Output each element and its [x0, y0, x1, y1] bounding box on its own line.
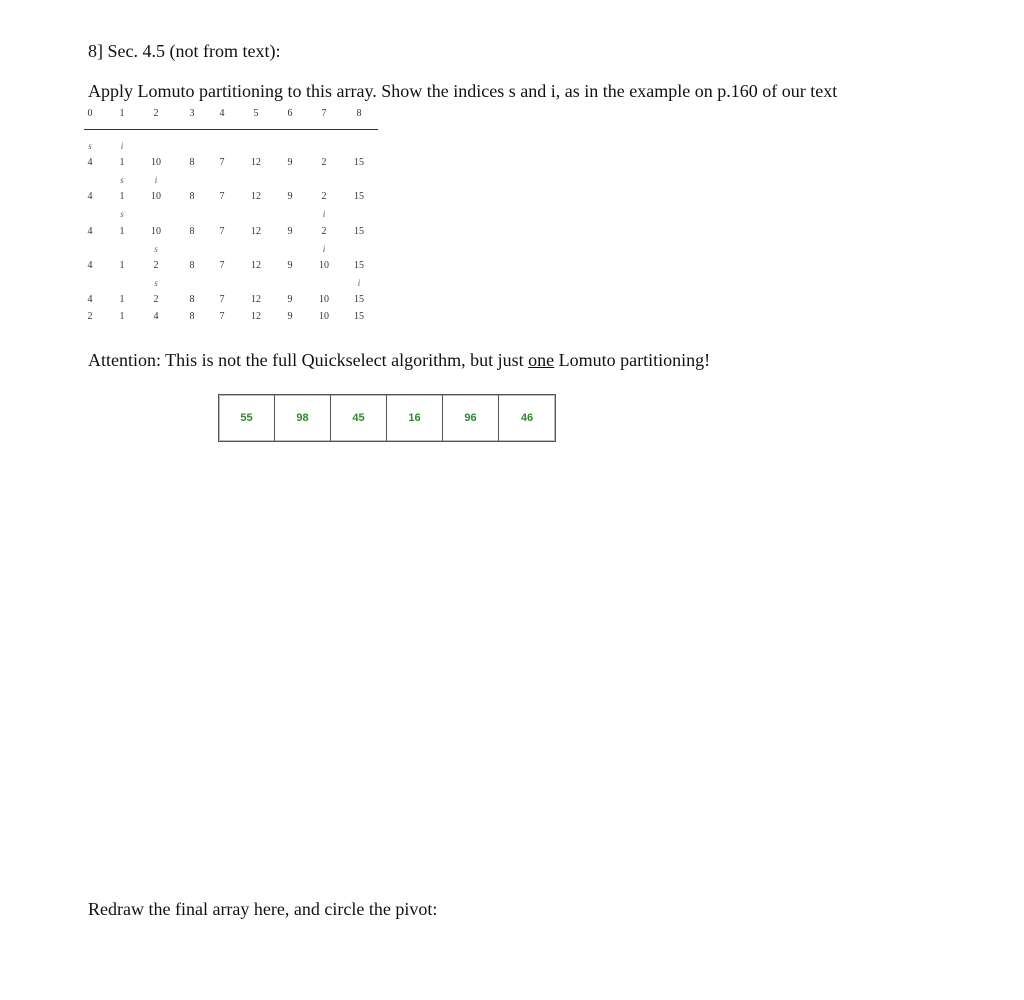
- example-cell: s: [120, 175, 124, 185]
- example-cell: 2: [321, 226, 327, 237]
- example-cell: 9: [287, 311, 293, 322]
- example-cell: 8: [189, 191, 195, 202]
- example-cell: 9: [287, 226, 293, 237]
- example-cell: 7: [219, 311, 225, 322]
- example-cell: 10: [151, 226, 161, 237]
- example-cell: 2: [153, 260, 159, 271]
- example-header-cell: 0: [87, 108, 93, 119]
- header-rule: [84, 129, 378, 130]
- example-cell: i: [322, 244, 326, 254]
- attention-emphasis: one: [528, 350, 555, 370]
- example-cell: 4: [153, 311, 159, 322]
- example-cell: 12: [251, 294, 261, 305]
- example-cell: s: [88, 141, 92, 151]
- example-cell: 9: [287, 157, 293, 168]
- example-header-cell: 3: [189, 108, 195, 119]
- example-cell: 1: [119, 260, 125, 271]
- example-cell: 10: [319, 294, 329, 305]
- array-cell: 55: [219, 395, 275, 441]
- example-cell: 4: [87, 260, 93, 271]
- example-cell: 1: [119, 226, 125, 237]
- example-cell: 15: [354, 260, 364, 271]
- example-cell: 2: [321, 157, 327, 168]
- example-cell: 7: [219, 226, 225, 237]
- example-header-cell: 1: [119, 108, 125, 119]
- example-header-cell: 4: [219, 108, 225, 119]
- example-header-cell: 2: [153, 108, 159, 119]
- array-cell: 96: [443, 395, 499, 441]
- array-cell: 45: [331, 395, 387, 441]
- example-cell: 12: [251, 311, 261, 322]
- example-cell: 4: [87, 157, 93, 168]
- attention-text-after: Lomuto partitioning!: [554, 350, 711, 370]
- example-cell: s: [154, 244, 158, 254]
- instruction-text: Apply Lomuto partitioning to this array. Show the indices s and i, as in the example on p.160 of our text: [88, 81, 838, 101]
- example-cell: 15: [354, 191, 364, 202]
- question-heading: 8] Sec. 4.5 (not from text):: [88, 41, 281, 61]
- array-cell: 46: [520, 412, 534, 424]
- array-cell: 98: [275, 395, 331, 441]
- example-cell: 10: [151, 157, 161, 168]
- example-cell: 12: [251, 157, 261, 168]
- example-cell: 10: [319, 311, 329, 322]
- example-cell: 2: [87, 311, 93, 322]
- example-cell: 1: [119, 191, 125, 202]
- example-cell: 12: [251, 191, 261, 202]
- example-cell: 9: [287, 191, 293, 202]
- example-cell: s: [154, 278, 158, 288]
- example-cell: 8: [189, 226, 195, 237]
- example-cell: 12: [251, 226, 261, 237]
- example-header-cell: 6: [287, 108, 293, 119]
- example-cell: 7: [219, 260, 225, 271]
- example-cell: 7: [219, 157, 225, 168]
- attention-text-before: Attention: This is not the full Quickselect algorithm, but just: [88, 350, 529, 370]
- example-cell: 1: [119, 311, 125, 322]
- example-cell: 2: [153, 294, 159, 305]
- example-cell: 15: [354, 294, 364, 305]
- example-header-cell: 8: [356, 108, 362, 119]
- example-cell: 8: [189, 311, 195, 322]
- example-cell: 10: [319, 260, 329, 271]
- example-cell: 8: [189, 260, 195, 271]
- example-cell: 12: [251, 260, 261, 271]
- attention-note: [88, 349, 710, 371]
- redraw-instruction: Redraw the final array here, and circle the pivot:: [88, 899, 438, 919]
- example-header-cell: 5: [253, 108, 259, 119]
- example-cell: 7: [219, 191, 225, 202]
- example-cell: 10: [151, 191, 161, 202]
- example-cell: 1: [119, 157, 125, 168]
- example-cell: 4: [87, 294, 93, 305]
- example-cell: 4: [87, 191, 93, 202]
- example-cell: 4: [87, 226, 93, 237]
- example-cell: 2: [321, 191, 327, 202]
- example-cell: i: [120, 141, 124, 151]
- example-cell: i: [322, 209, 326, 219]
- working-array: [218, 394, 556, 442]
- example-cell: 1: [119, 294, 125, 305]
- example-header-cell: 7: [321, 108, 327, 119]
- example-cell: i: [357, 278, 361, 288]
- example-index-mark: s: [120, 209, 124, 219]
- example-cell: 8: [189, 157, 195, 168]
- example-cell: i: [154, 175, 158, 185]
- example-cell: 15: [354, 226, 364, 237]
- example-cell: 9: [287, 294, 293, 305]
- example-cell: 8: [189, 294, 195, 305]
- array-cell: 16: [387, 395, 443, 441]
- example-cell: 15: [354, 311, 364, 322]
- example-cell: 9: [287, 260, 293, 271]
- example-cell: 15: [354, 157, 364, 168]
- example-cell: 7: [219, 294, 225, 305]
